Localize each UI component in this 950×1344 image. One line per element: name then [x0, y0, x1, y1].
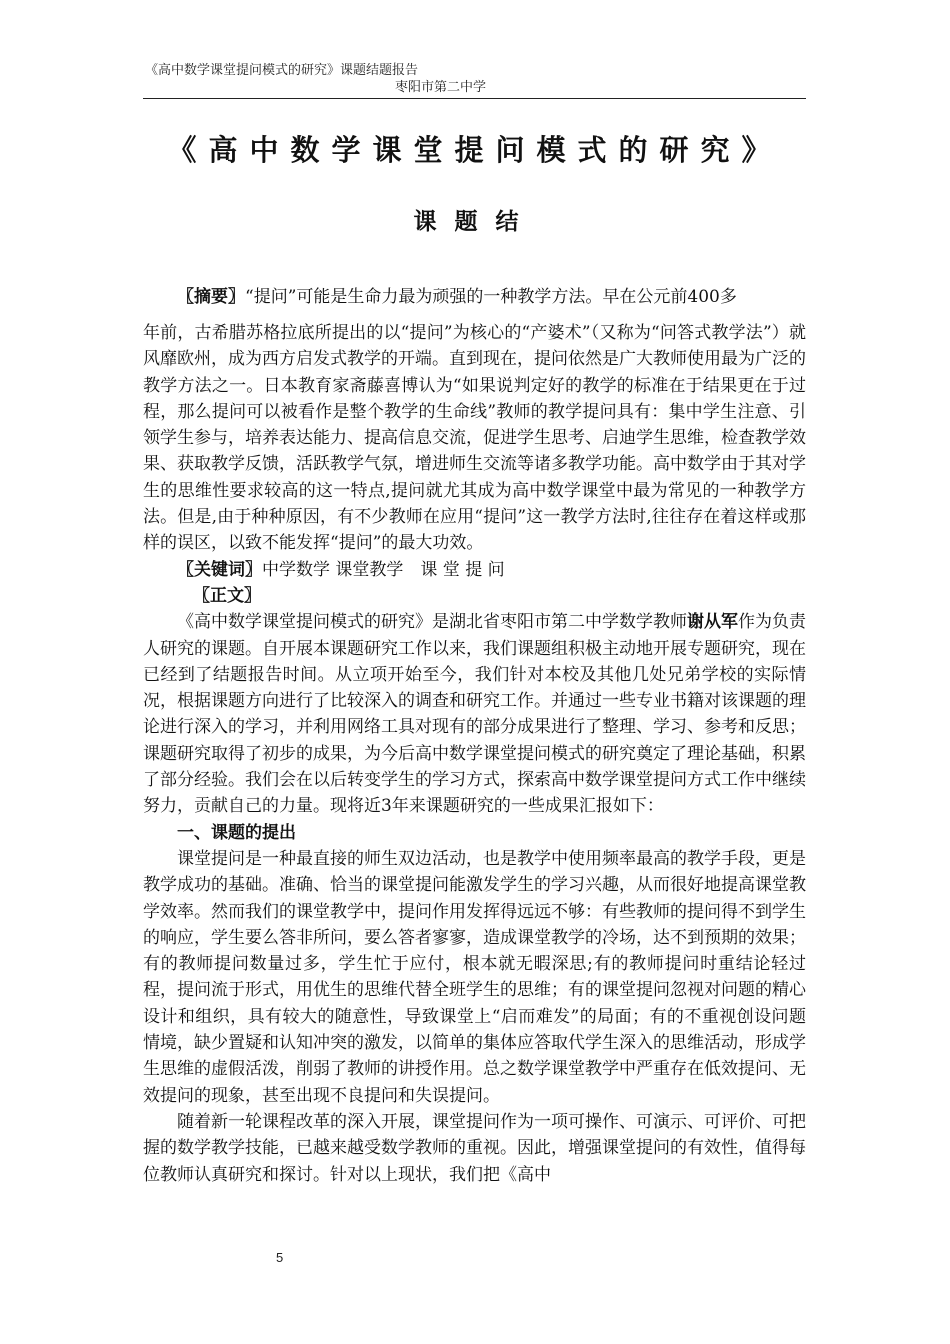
keywords-text: 中学数学 课堂教学 课 堂 提 问: [262, 559, 505, 580]
abstract-paragraph: 年前，古希腊苏格拉底所提出的以“提问”为核心的“产婆术”（又称为“问答式教学法”）就风靡欧州，成为西方启发式教学的开端。直到现在，提问依然是广大教师使用最为广泛的教学方法之一。日本教育家斋藤喜博认为“如果说判定好的教学的标准在于结果更在于过程，那么提问可以被看作是整个教学的生命线”教师的教学提问具有：集中学生注意、引领学生参与，培养表达能力、提高信息交流，促进学生思考、启迪学生思维，检查教学效果、获取教学反馈，活跃教学气氛，增进师生交流等诸多教学功能。高中数学由于其对学生的思维性要求较高的这一特点,提问就尤其成为高中数学课堂中最为常见的一种教学方法。但是,由于种种原因，有不少教师在应用“提问”这一教学方法时,往往存在着这样或那样的误区，以致不能发挥“提问”的最大功效。: [143, 323, 806, 554]
header-report-title: 《高中数学课堂提问模式的研究》课题结题报告: [145, 63, 419, 78]
intro-paragraph: [143, 609, 806, 819]
header-school-name: 枣阳市第二中学: [395, 80, 487, 95]
page-number: 5: [276, 1250, 284, 1265]
section-heading: 一、课题的提出: [177, 822, 296, 843]
abstract-label: 〖摘要〗: [177, 287, 245, 307]
page-title: 《高中数学课堂提问模式的研究》: [167, 133, 783, 167]
intro-text-after: 作为负责人研究的课题。自开展本课题研究工作以来，我们课题组积极主动地开展专题研究，现在已经到了结题报告时间。从立项开始至今，我们针对本校及其他几处兄弟学校的实际情况，根据课题方向进行了比较深入的调查和研究工作。并通过一些专业书籍对该课题的理论进行深入的学习，并利用网络工具对现有的部分成果进行了整理、学习、参考和反思；课题研究取得了初步的成果，为今后高中数学课堂提问模式的研究奠定了理论基础，积累了部分经验。我们会在以后转变学生的学习方式，探索高中数学课堂提问方式工作中继续努力，贡献自己的力量。现将近3年来课题研究的一些成果汇报如下：: [143, 612, 806, 817]
document-body: [143, 282, 806, 1188]
keywords-line: [143, 557, 806, 583]
abstract-first-text: “提问”可能是生命力最为顽强的一种教学方法。早在公元前400多: [245, 287, 737, 307]
page-subtitle: 课题结: [413, 209, 537, 235]
intro-text-before: 《高中数学课堂提问模式的研究》是湖北省枣阳市第二中学数学教师: [177, 612, 687, 633]
body-label: 〖正文〗: [193, 585, 261, 606]
keywords-label: 〖关键词〗: [177, 559, 262, 580]
section-paragraph-2: 随着新一轮课程改革的深入开展，课堂提问作为一项可操作、可演示、可评价、可把握的数学教学技能，已越来越受数学教师的重视。因此，增强课堂提问的有效性，值得每位教师认真研究和探讨。针对以上现状，我们把《高中: [143, 1111, 806, 1185]
project-leader-name: 谢从军: [687, 612, 738, 633]
running-header: [143, 62, 806, 99]
section-paragraph-1: 课堂提问是一种最直接的师生双边活动，也是教学中使用频率最高的教学手段，更是教学成功的基础。准确、恰当的课堂提问能激发学生的学习兴趣，从而很好地提高课堂教学效率。然而我们的课堂教学中，提问作用发挥得远远不够：有些教师的提问得不到学生的响应，学生要么答非所问，要么答者寥寥，造成课堂教学的冷场，达不到预期的效果；有的教师提问数量过多，学生忙于应付，根本就无暇深思;有的教师提问时重结论轻过程，提问流于形式，用优生的思维代替全班学生的思维；有的课堂提问忽视对问题的精心设计和组织，具有较大的随意性，导致课堂上“启而难发”的局面；有的不重视创设问题情境，缺少置疑和认知冲突的激发，以简单的集体应答取代学生深入的思维活动，形成学生思维的虚假活泼，削弱了教师的讲授作用。总之数学课堂教学中严重存在低效提问、无效提问的现象，甚至出现不良提问和失误提问。: [143, 848, 806, 1106]
abstract-first-line: [143, 282, 806, 312]
